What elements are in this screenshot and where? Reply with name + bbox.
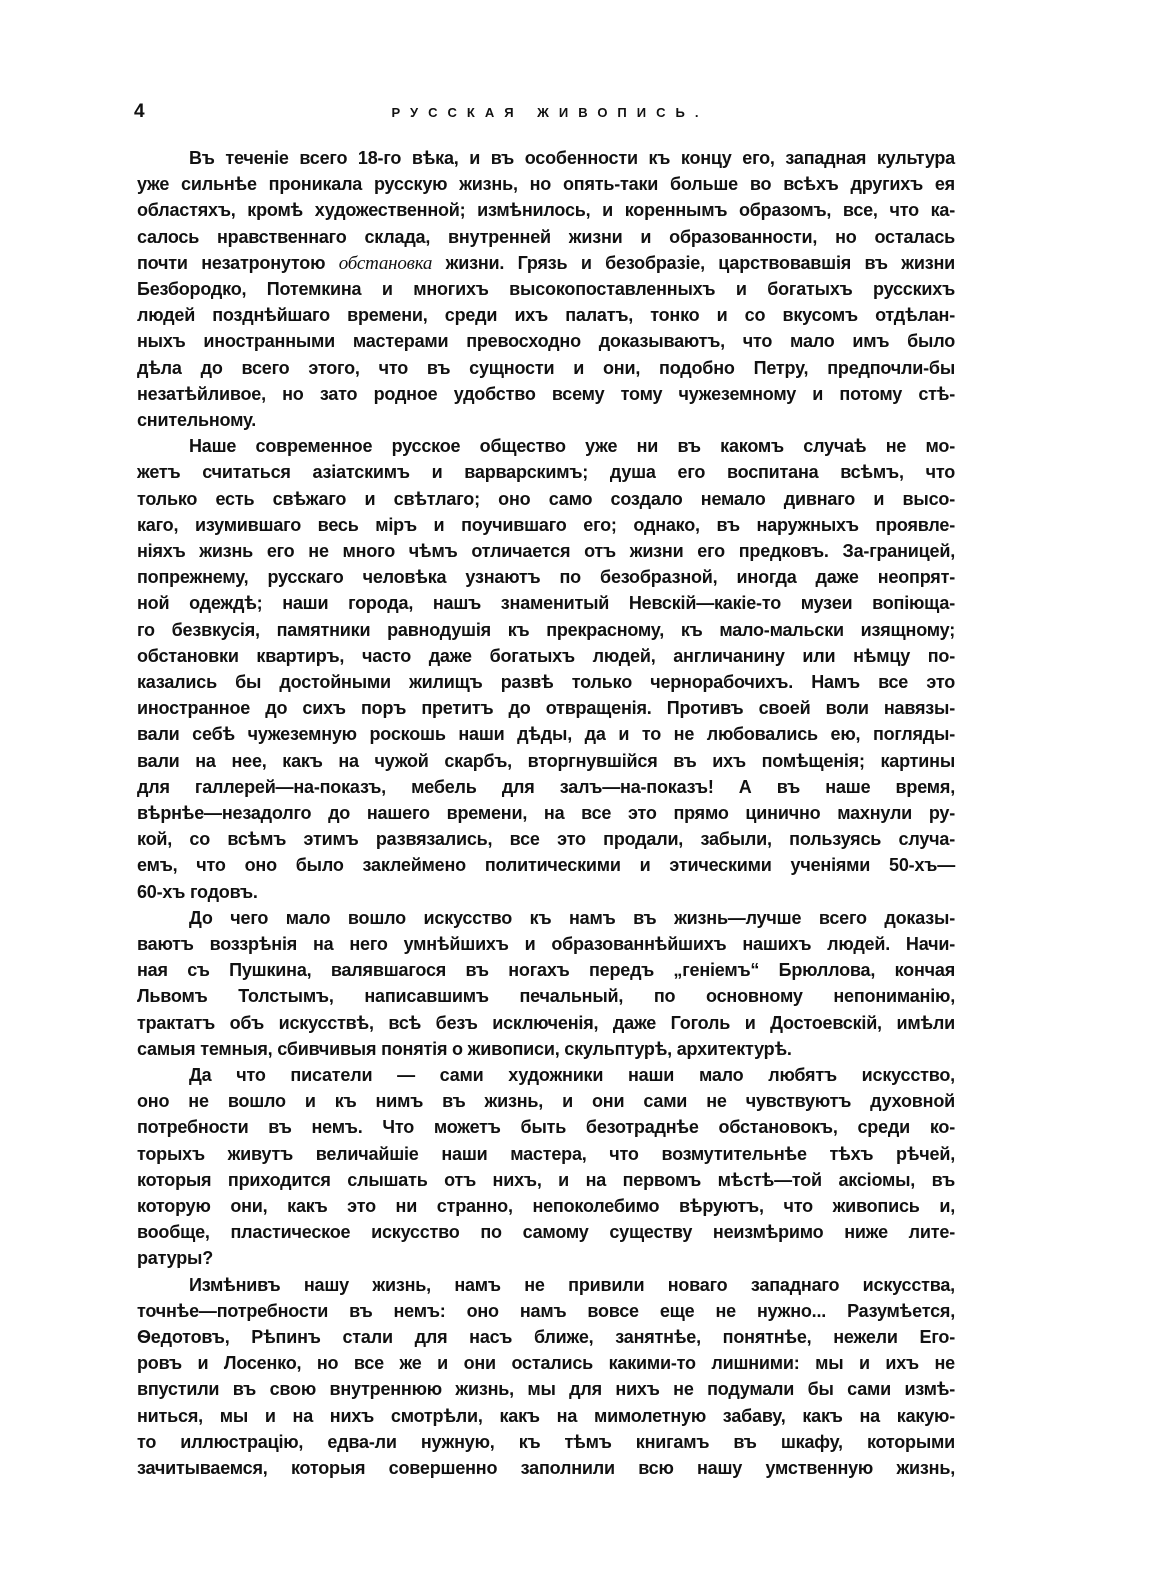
text-line: емъ, что оно было заклеймено политическими и этическими ученіями 50-хъ— — [137, 855, 955, 876]
text-line: иностранное до сихъ поръ претитъ до отвращенія. Противъ своей воли навязы- — [137, 698, 955, 719]
text-line: До чего мало вошло искусство къ намъ въ жизнь—лучше всего доказы- — [189, 907, 955, 928]
text-line: уже сильнѣе проникала русскую жизнь, но опять-таки больше во всѣхъ другихъ ея — [137, 174, 955, 195]
text-line: Въ теченіе всего 18-го вѣка, и въ особенности къ концу его, западная культура — [189, 148, 955, 168]
text-line: которую они, какъ это ни странно, непоколебимо вѣруютъ, что живопись и, — [137, 1196, 955, 1216]
text-line: каго, изумившаго весь міръ и поучившаго его; однако, въ наружныхъ проявле- — [137, 514, 955, 535]
text-line: людей позднѣйшаго времени, среди ихъ палатъ, тонко и со вкусомъ отдѣлан- — [137, 305, 955, 326]
text-line: обстановки квартиръ, часто даже богатыхъ людей, англичанину или нѣмцу по- — [137, 645, 955, 666]
text-line: дѣла до всего этого, что въ сущности и они, подобно Петру, предпочли-бы — [137, 357, 955, 378]
text-line: 60-хъ годовъ. — [137, 881, 258, 902]
text-line: ной одеждѣ; наши города, нашъ знаменитый Невскій—какіе-то музеи вопіюща- — [137, 593, 955, 614]
text-line: Измѣнивъ нашу жизнь, намъ не привили новаго западнаго искусства, — [189, 1274, 955, 1295]
page-number: 4 — [134, 101, 145, 122]
text-line: то иллюстрацію, едва-ли нужную, къ тѣмъ книгамъ въ шкафу, которыми — [137, 1431, 955, 1452]
text-line: вообще, пластическое искусство по самому существу неизмѣримо ниже лите- — [137, 1222, 955, 1243]
text-line: ная съ Пушкина, валявшагося въ ногахъ передъ „геніемъ“ Брюллова, кончая — [137, 960, 955, 981]
text-line: только есть свѣжаго и свѣтлаго; оно само создало немало дивнаго и высо- — [137, 488, 955, 509]
text-line: Безбородко, Потемкина и многихъ высокопоставленныхъ и богатыхъ русскихъ — [137, 279, 955, 299]
text-line — [137, 250, 955, 276]
text-line: для галлерей—на-показъ, мебель для залъ—на-показъ! А въ наше время, — [137, 776, 955, 797]
text-line: потребности въ немъ. Что можетъ быть безотраднѣе обстановокъ, среди ко- — [137, 1117, 955, 1138]
text-line: ратуры? — [137, 1248, 214, 1269]
text-line: зачитываемся, которыя совершенно заполнили всю нашу умственную жизнь, — [137, 1458, 955, 1478]
text-line: торыхъ живутъ величайшіе наши мастера, что возмутительнѣе тѣхъ рѣчей, — [137, 1143, 955, 1164]
text-line: самыя темныя, сбивчивыя понятія о живописи, скульптурѣ, архитектурѣ. — [137, 1038, 792, 1059]
text-line: областяхъ, кромѣ художественной; измѣнилось, и кореннымъ образомъ, все, что ка- — [137, 200, 955, 221]
text-line: Львомъ Толстымъ, написавшимъ печальный, по основному непониманію, — [137, 986, 955, 1007]
text-line: трактатъ объ искусствѣ, всѣ безъ исключенія, даже Гоголь и Достоевскій, имѣли — [137, 1012, 955, 1033]
text-line: оно не вошло и къ нимъ въ жизнь, и они сами не чувствуютъ духовной — [137, 1091, 955, 1112]
text-line: Да что писатели — сами художники наши мало любятъ искусство, — [189, 1065, 955, 1085]
text-line: салось нравственнаго склада, внутренней жизни и образованности, но осталась — [137, 226, 955, 247]
text-line: которыя приходится слышать отъ нихъ, и на первомъ мѣстѣ—той аксіомы, въ — [137, 1169, 955, 1190]
text-line: незатѣйливое, но зато родное удобство всему тому чужеземному и потому стѣ- — [137, 383, 955, 404]
text-line: ниться, мы и на нихъ смотрѣли, какъ на мимолетную забаву, какъ на какую- — [137, 1405, 955, 1426]
text-line: Наше современное русское общество уже ни въ какомъ случаѣ не мо- — [189, 436, 955, 457]
text-line: казались бы достойными жилищъ развѣ только чернорабочихъ. Намъ все это — [137, 672, 955, 692]
text-line: вали себѣ чужеземную роскошь наши дѣды, да и то не любовались ею, погляды- — [137, 724, 955, 745]
text-line: жетъ считаться азіатскимъ и варварскимъ; душа его воспитана всѣмъ, что — [137, 462, 955, 483]
text-line: ныхъ иностранными мастерами превосходно доказываютъ, что мало имъ было — [137, 331, 955, 352]
text-line: ваютъ воззрѣнія на него умнѣйшихъ и образованнѣйшихъ нашихъ людей. Начи- — [137, 934, 955, 954]
text-line: го безвкусія, памятники равнодушія къ прекрасному, къ мало-мальски изящному; — [137, 619, 955, 640]
emphasis-text: обстановка — [338, 252, 433, 274]
text-segment: почти незатронутою — [137, 252, 339, 273]
text-line: снительному. — [137, 410, 257, 430]
text-line: впустили въ свою внутреннюю жизнь, мы для нихъ не подумали бы сами измѣ- — [137, 1379, 955, 1400]
text-line: ніяхъ жизнь его не много чѣмъ отличается отъ жизни его предковъ. За-границей, — [137, 541, 955, 561]
text-line: точнѣе—потребности въ немъ: оно намъ вовсе еще не нужно... Разумѣется, — [137, 1300, 955, 1321]
text-line: попрежнему, русскаго человѣка узнаютъ по безобразной, иногда даже неопрят- — [137, 567, 955, 588]
text-segment: жизни. Грязь и безобразіе, царствовавшія въ жизни — [432, 252, 955, 273]
text-line: вѣрнѣе—незадолго до нашего времени, на все это прямо цинично махнули ру- — [137, 803, 955, 823]
running-title: РУССКАЯ ЖИВОПИСЬ. — [391, 105, 709, 120]
text-line: вали на нее, какъ на чужой скарбъ, вторгнувшійся въ ихъ помѣщенія; картины — [137, 750, 955, 771]
text-line: ровъ и Лосенко, но все же и они остались какими-то лишними: мы и ихъ не — [137, 1353, 955, 1374]
text-line: кой, со всѣмъ этимъ развязались, все это продали, забыли, пользуясь случа- — [137, 829, 955, 850]
text-line: Ѳедотовъ, Рѣпинъ стали для насъ ближе, занятнѣе, понятнѣе, нежели Его- — [137, 1327, 955, 1347]
